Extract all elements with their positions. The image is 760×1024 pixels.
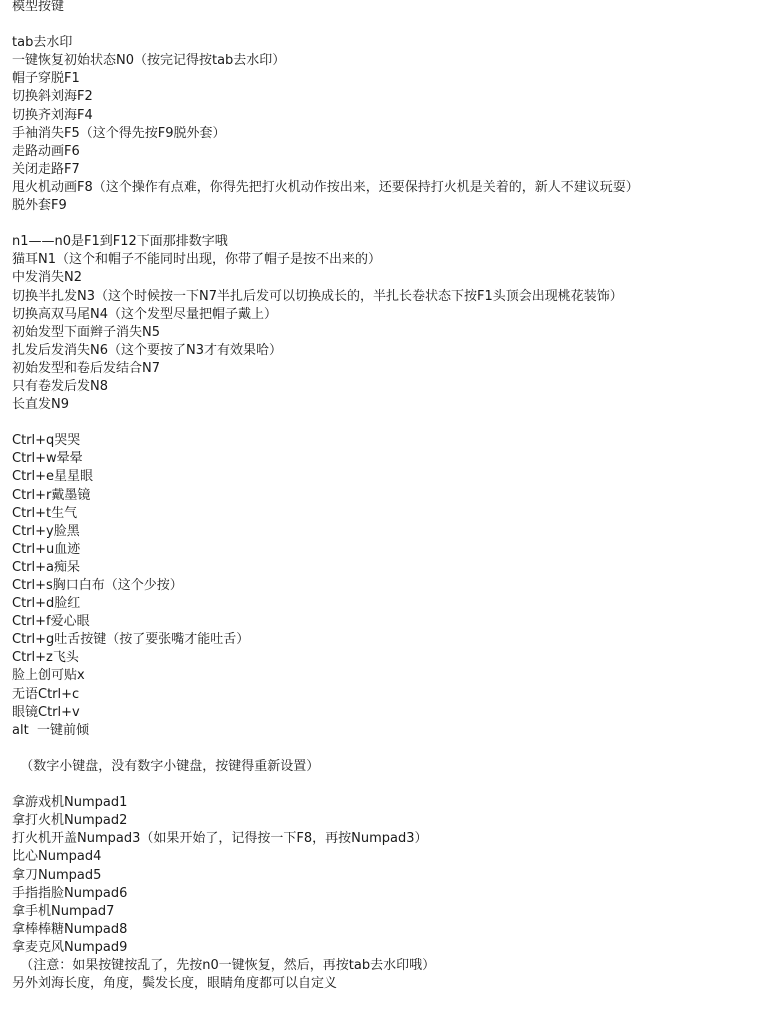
text-line: 一键恢复初始状态N0（按完记得按tab去水印） — [12, 53, 286, 69]
text-line: 手指指脸Numpad6 — [12, 885, 128, 901]
text-line: Ctrl+y脸黑 — [12, 523, 80, 539]
text-line: 拿游戏机Numpad1 — [12, 795, 128, 811]
text-line: （数字小键盘，没有数字小键盘，按键得重新设置） — [12, 758, 320, 774]
text-line: 手袖消失F5（这个得先按F9脱外套） — [12, 125, 226, 141]
text-line: 初始发型和卷后发结合N7 — [12, 360, 160, 376]
blank-line — [12, 414, 752, 432]
text-line: 脸上创可贴x — [12, 668, 85, 684]
text-line: 甩火机动画F8（这个操作有点难，你得先把打火机动作按出来，还要保持打火机是关着的，新人不建议玩耍） — [12, 179, 639, 195]
text-line: Ctrl+q哭哭 — [12, 433, 81, 449]
text-line: Ctrl+r戴墨镜 — [12, 487, 91, 503]
text-line: 切换半扎发N3（这个时候按一下N7半扎后发可以切换成长的，半扎长卷状态下按F1头顶会出现桃花装饰） — [12, 288, 623, 304]
text-line: alt 一键前倾 — [12, 722, 89, 738]
text-line: Ctrl+f爱心眼 — [12, 614, 90, 630]
text-line: 帽子穿脱F1 — [12, 71, 80, 87]
text-line: 只有卷发后发N8 — [12, 378, 108, 394]
text-line: 切换斜刘海F2 — [12, 89, 93, 105]
text-line: Ctrl+z飞头 — [12, 650, 79, 666]
text-line: 无语Ctrl+c — [12, 686, 80, 702]
text-line: Ctrl+d脸红 — [12, 596, 81, 612]
text-line: 关闭走路F7 — [12, 161, 80, 177]
text-line: 切换高双马尾N4（这个发型尽量把帽子戴上） — [12, 306, 277, 322]
text-line: 另外刘海长度，角度，鬓发长度，眼睛角度都可以自定义 — [12, 976, 338, 992]
text-line: 中发消失N2 — [12, 270, 82, 286]
text-line: 扎发后发消失N6（这个要按了N3才有效果哈） — [12, 342, 282, 358]
text-line: 拿打火机Numpad2 — [12, 813, 128, 829]
text-line: Ctrl+s胸口白布（这个少按） — [12, 578, 183, 593]
text-line: 脱外套F9 — [12, 198, 67, 214]
text-line: （注意：如果按键按乱了，先按n0一键恢复，然后，再按tab去水印哦） — [12, 957, 436, 973]
text-line: Ctrl+w晕晕 — [12, 451, 83, 467]
text-line: 切换齐刘海F4 — [12, 107, 93, 123]
text-line: 初始发型下面辫子消失N5 — [12, 324, 160, 340]
blank-line — [12, 16, 752, 34]
text-line: 拿棒棒糖Numpad8 — [12, 921, 128, 937]
blank-line — [12, 215, 752, 233]
text-line: 猫耳N1（这个和帽子不能同时出现，你带了帽子是按不出来的） — [12, 252, 381, 268]
blank-line — [12, 776, 752, 794]
text-line: 长直发N9 — [12, 397, 69, 413]
text-line: 拿手机Numpad7 — [12, 903, 115, 919]
text-line: 走路动画F6 — [12, 143, 80, 159]
text-line: 拿麦克风Numpad9 — [12, 939, 128, 955]
text-line: n1——n0是F1到F12下面那排数字哦 — [12, 234, 228, 250]
text-line: tab去水印 — [12, 35, 73, 51]
text-line: Ctrl+u血迹 — [12, 541, 81, 557]
text-line: 眼镜Ctrl+v — [12, 704, 80, 720]
blank-line — [12, 740, 752, 758]
text-line: Ctrl+a痴呆 — [12, 559, 80, 575]
text-line: 打火机开盖Numpad3（如果开始了，记得按一下F8，再按Numpad3） — [12, 831, 428, 847]
text-line: 拿刀Numpad5 — [12, 867, 102, 883]
text-line: 比心Numpad4 — [12, 849, 102, 865]
text-line: Ctrl+t生气 — [12, 505, 78, 521]
text-line: Ctrl+g吐舌按键（按了要张嘴才能吐舌） — [12, 632, 250, 648]
document-title: 模型按键 — [12, 0, 65, 14]
document-body — [12, 0, 752, 993]
text-line: Ctrl+e星星眼 — [12, 469, 94, 485]
